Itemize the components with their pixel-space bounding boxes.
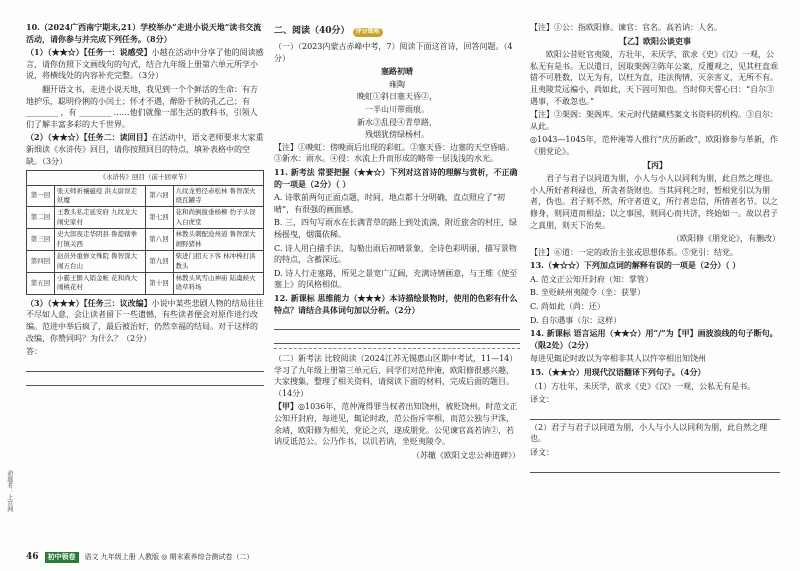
chapter-number: 第三回: [27, 229, 55, 251]
left-column: [26, 22, 264, 388]
chapter-table: [26, 170, 264, 295]
jia-body: ◎1036年，范仲淹得罪当权者出知饶州，被贬饶州。时范文正公知开封府，每进见，辄论时政，范公指斥宰相，而范公独与尹洙，余靖，欧阳修为相关，党论之兴，遂成朋党。公见谏官高若讷②，若讷反诋范公。公乃作书，以讥若讷，坐贬夷陵令。: [274, 402, 518, 447]
bing-title: 【丙】: [643, 159, 667, 170]
chapter-title: 张天师祈禳瘟疫 洪太尉误走妖魔: [55, 185, 146, 207]
chapter-title: 小霸王醉入销金帐 花和尚大闹桃花村: [55, 272, 146, 294]
q11-option-c[interactable]: C. 诗人用白描手法，勾勒出雨后初晴景象，全诗色彩明丽，描写景物的特点，含蓄深远。: [274, 243, 517, 265]
q11-option-d[interactable]: D. 诗人行走塞路，所见之景宽广辽阔，充满诗情画意，与王维《使至塞上》的风格相似。: [274, 268, 518, 290]
poem: [274, 66, 520, 141]
chapter-number: 第四回: [27, 251, 55, 273]
chapter-title: 王教头私走延安府 九纹龙大闹史家村: [55, 207, 146, 229]
chapter-title: 花和尚倒拔垂杨柳 豹子头误入白虎堂: [173, 207, 264, 229]
divider: [274, 348, 520, 349]
q15: 15.（★★☆）用现代汉语翻译下列句子。（4分）: [530, 367, 706, 378]
wen-intro: （二）新考法 比较阅读（2024江苏无锡惠山区期中考试，11—14）学习了九年级上册第三单元后，同学们对范仲淹，欧阳修很感兴趣，大家搜集，整理了相关资料，请阅读下面的材料，完成后面的题目。（14分）: [274, 354, 518, 398]
chapter-number: 第六回: [145, 185, 173, 207]
chapter-number: 第五回: [27, 272, 55, 294]
q15-item-2: （2）君子与君子以同道为朋，小人与小人以同利为朋，此自然之理也。: [530, 422, 768, 444]
q13-option-b[interactable]: B. 坐贬峡州夷陵令（坐：获罪）: [530, 288, 645, 298]
table-title: 《水浒传》回目（前十回章节）: [27, 171, 264, 185]
answer-line[interactable]: [530, 461, 780, 473]
poem-title: 塞路初晴: [381, 66, 413, 77]
answer-line[interactable]: [274, 318, 520, 330]
chapter-number: 第九回: [145, 251, 173, 273]
middle-column: [274, 22, 520, 463]
task1-text: 小越在活动中分享了他的阅读感言，请你仿照下文画线句的句式，结合九年级上册第六单元所学小说，将横线处的内容补充完整。（3分）: [26, 48, 264, 81]
translation-label: 译文：: [530, 448, 554, 457]
poem-note: 【注】①晚虹：傍晚雨后出现的彩虹。②塞天昏：边塞的天空昏暗。③新水：雨水。④侵：水流上升而形成的略带一层浅浅的水光。: [274, 142, 514, 164]
chapter-title: 林教头刺配沧州道 鲁智深大闹野猪林: [173, 229, 264, 251]
yi-text: 欧阳公昔贬官夷陵，方壮年，未厌学，欲求《史》《汉》一观，公私无有是书。无以遣日，因取架阁②陈年公案，反覆观之，见其枉直乖错不可胜数，以无为有，以枉为直，违法徇情，灭亲害义，无所不有。且夷陵荒远褊小，尚如此，天下固可知也。当时仰天誓心曰：“自尔③遇事，不敢忽也。”: [530, 50, 778, 106]
task2-title: （2）（★★☆）【任务二：读回目】: [26, 132, 152, 143]
translation-label: 译文：: [530, 395, 554, 405]
q11-option-b[interactable]: B. 三，四句写雨水在长满青草的路上到处流淌，附近旅舍的村庄，绿杨摇曳，烟霭依稀。: [274, 218, 517, 239]
chapter-number: 第一回: [27, 185, 55, 207]
section-title: 二、阅读（40分） 评分细则: [274, 25, 520, 38]
answer-line[interactable]: [530, 408, 780, 420]
table-row: [27, 272, 264, 294]
chapter-title: 柴进门招天下客 林冲棒打洪教头: [173, 251, 264, 273]
task2-text: 在活动中，语文老师要求大家重新细读《水浒传》回目，请你按照回目的特点，填补表格中的空缺。（3分）: [26, 133, 264, 166]
page-number: 46: [26, 552, 39, 562]
jia-text: [274, 401, 520, 447]
q13: 13.（★☆☆）下列加点词的解释有误的一项是（2分）（ ）: [530, 260, 741, 271]
brand-logo: 初中领卷: [45, 552, 79, 562]
footer-info: 语文 九年级上册 人教版 ◎ 期末素养综合测试卷（二）: [84, 553, 254, 562]
q12: 12. 新课标 思维能力（★★★）本诗描绘景物时，使用的色彩有什么特点？请结合具体词句加以分析。（2分）: [274, 292, 518, 315]
chapter-number: 第十回: [145, 272, 173, 294]
bing-text: 君子与君子以同道为朋，小人与小人以同利为朋，此自然之理也。小人所好者利禄也，所贪者货财也。当其同利之时，暂相党引以为朋者，伪也。君子则不然，所守者道义，所行者忠信，所惜者名节。以之修身，则同道而相益；以之事国，则同心而共济，终始如一。故以君子之真朋，则天下治矣。: [530, 174, 778, 230]
chapter-number: 第七回: [145, 207, 173, 229]
chapter-title: 赵员外重修文殊院 鲁智深大闹五台山: [55, 251, 146, 273]
poem-line: 一半山川带雨痕。: [365, 105, 429, 115]
chapter-title: 林教头风雪山神庙 陆虞候火烧草料场: [173, 272, 264, 294]
q14: 14. 新课标 语言运用（★★☆）用“/”为【甲】画波浪线的句子断句。（限2处）（2分）: [530, 328, 778, 350]
q11-option-a[interactable]: A. 诗歌前两句正面点题，时间，地点都十分明确，直点照应了“初晴”，有很强的画面感。: [274, 193, 505, 214]
q15-item-1: （1）方壮年，未厌学，欲求《史》《汉》一观，公私无有是书。: [530, 381, 756, 391]
yi-extra: ◎1043—1045年，范仲淹等人推行“庆历新政”，欧阳修参与革新，作《朋党论》。: [530, 135, 778, 156]
poem-line: 残烟犹傍绿杨村。: [365, 130, 429, 140]
task2: [26, 132, 264, 167]
note-1: 【注】①公：指欧阳修。谏官：官名。高若讷：人名。: [530, 23, 722, 32]
task3-title: （3）（★★★）【任务三：议改编】: [26, 297, 152, 308]
task1-quote: 翻开语文书，走进小说天地，我见到一个个鲜活的生命：有方地护乐，聪明伶俐的小闰土；怀才不遇，醉卧千秋的孔乙己；有 ________ ，有 ________ ……他们就像一部生活的教科书，引领人们了解丰富多彩的大千世界。: [26, 84, 258, 129]
q14-sentence: 每进见辄论时政以为宰相非其人以忤宰相出知饶州: [530, 354, 706, 364]
task3-answer-label: 答：: [26, 347, 42, 357]
q13-option-a[interactable]: A. 范文正公知开封府（知：掌管）: [530, 274, 653, 284]
chapter-title: 九纹龙剪径赤松林 鲁智深火烧瓦罐寺: [173, 185, 264, 207]
table-row: [27, 207, 264, 229]
poem-intro: （一）（2023内蒙古赤峰中考，7）阅读下面这首诗，回答问题。（4分）: [274, 42, 513, 63]
score-rules-badge: 评分细则: [353, 28, 383, 37]
chapter-number: 第八回: [145, 229, 173, 251]
bing-note: 【注】⑥道：一定的政治主张或思想体系。⑤党引：结党。: [530, 247, 738, 257]
q10-heading: 10.（2024广西南宁期末,21）学校举办“走进小说天地”读书交流活动，请你参与并完成下列任务。（8分）: [26, 22, 262, 44]
answer-line[interactable]: [26, 360, 264, 372]
bing-source: （欧阳修《朋党论》，有删改）: [672, 234, 780, 244]
jia-title: 【甲】: [274, 401, 298, 412]
chapter-number: 第二回: [27, 207, 55, 229]
chapter-title: 史大郎夜走华阴县 鲁提辖拳打镇关西: [55, 229, 146, 251]
task1-title: （1）（★★☆）【任务一：说感受】: [26, 47, 152, 58]
poem-line: 晚虹①斜日塞天昏②，: [357, 92, 437, 102]
q13-option-c[interactable]: C. 尚如此（尚：还）: [530, 302, 605, 312]
poem-line: 新水③乱侵④青草路，: [357, 117, 437, 127]
table-row: [27, 185, 264, 207]
answer-line[interactable]: [274, 332, 520, 344]
table-row: [27, 251, 264, 273]
q11: 11. 新考法 常要把握（★★☆）下列对这首诗的理解与赏析，不正确的一项是（2分）（ ）: [274, 166, 518, 189]
yi-note: 【注】②架阁：架阁库。宋元时代储藏档案文书资料的机构。③自尔：从此。: [530, 110, 778, 131]
table-row: [27, 229, 264, 251]
task3-text: 小说中某些悲剧人物的结局往往不尽如人意，会让读者留下一些遗憾，有些读者便会对原作进行改编。范进中举后疯了，最后被治好，仍然幸福的结局。对于这样的改编，你赞同吗？为什么？（2分）: [26, 298, 264, 343]
poem-author: 雍陶: [389, 79, 405, 89]
yi-title: 【乙】欧阳公谈吏事: [619, 35, 691, 46]
side-margin-text: 命题者：上官网: [5, 470, 13, 512]
q13-option-d[interactable]: D. 自尔遇事（尔：这样）: [530, 315, 622, 325]
right-column: [530, 22, 780, 475]
task3: [26, 298, 264, 344]
page-footer: [26, 551, 254, 564]
task1: [26, 47, 264, 82]
answer-line[interactable]: [26, 374, 264, 386]
jia-source: （苏辙《欧阳文忠公神道碑》）: [412, 450, 520, 460]
